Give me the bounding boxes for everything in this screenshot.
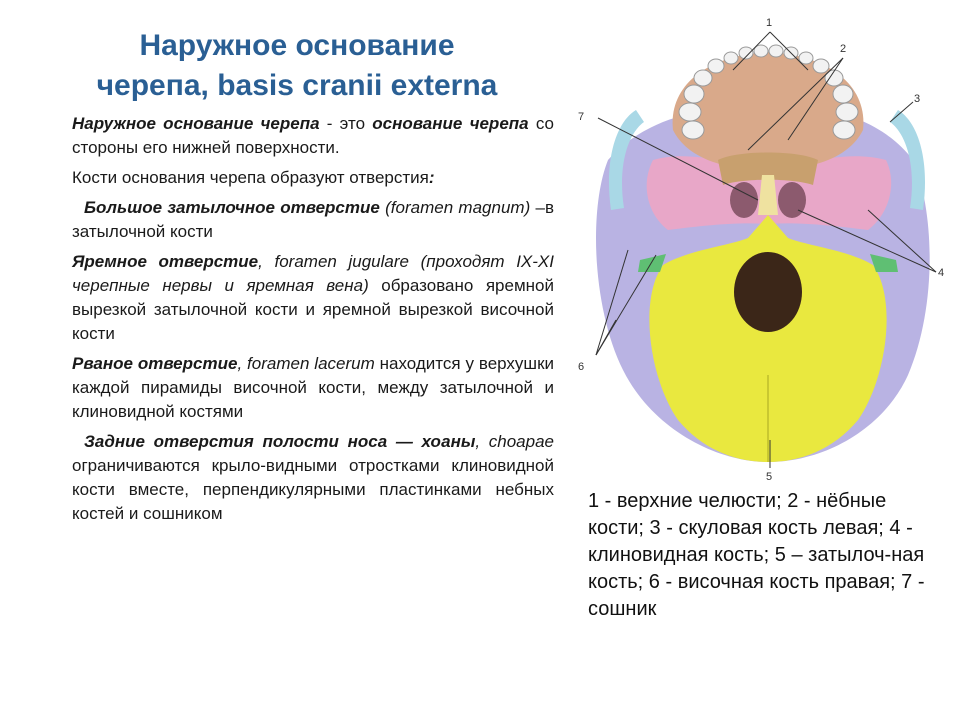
text-fragment: - это <box>319 114 373 133</box>
slide-title <box>62 26 532 106</box>
text-fragment: ограничиваются крыло-видными отростками клиновидной кости вместе, перпендикулярными пластинками небных костей и сошником <box>72 456 554 523</box>
label-6: 6 <box>578 361 585 373</box>
term-jugular-foramen: Яремное отверстие <box>72 252 259 271</box>
label-1: 1 <box>766 17 773 29</box>
term-skull-base: основание черепа <box>372 114 529 133</box>
paragraph-foramen-lacerum <box>72 352 554 424</box>
choana-right <box>778 182 806 218</box>
term-choanae: Задние отверстия полости носа — хоаны <box>84 432 476 451</box>
paragraph-jugular-foramen <box>72 250 554 346</box>
title-line-2: черепа, basis cranii externa <box>96 69 498 102</box>
term-foramen-lacerum: Рваное отверстие <box>72 354 238 373</box>
text-fragment: –в затылочной кости <box>72 198 554 241</box>
term-external-base: Наружное основание черепа <box>72 114 320 133</box>
skull-base-illustration <box>568 10 948 480</box>
latin-jugular-foramen: , foramen jugulare (проходят IX-XI черепные нервы и яремная вена) <box>72 252 554 295</box>
text-fragment: образовано яремной вырезкой затылочной кости и яремной вырезкой височной кости <box>72 276 554 343</box>
label-5: 5 <box>766 471 773 480</box>
latin-foramen-magnum: (foramen magnum) <box>379 198 531 217</box>
text-fragment: со стороны его нижней поверхности. <box>72 114 554 157</box>
body-text <box>72 112 554 532</box>
latin-foramen-lacerum: , foramen lacerum <box>237 354 375 373</box>
label-7: 7 <box>578 111 585 123</box>
latin-choanae: , choapae <box>475 432 554 451</box>
skull-diagram <box>568 10 948 480</box>
label-3: 3 <box>914 93 921 105</box>
text-colon: : <box>428 168 435 187</box>
paragraph-intro <box>72 166 554 190</box>
text-fragment: Кости основания черепа образуют отверстия <box>72 168 429 187</box>
label-2: 2 <box>840 43 847 55</box>
paragraph-choanae <box>72 430 554 526</box>
paragraph-definition <box>72 112 554 160</box>
title-line-1: Наружное основание <box>139 29 455 62</box>
term-foramen-magnum: Большое затылочное отверстие <box>84 198 380 217</box>
label-4: 4 <box>938 267 945 279</box>
text-fragment: находится у верхушки каждой пирамиды височной кости, между затылочной и клиновидной костями <box>72 354 555 421</box>
paragraph-foramen-magnum <box>72 196 554 244</box>
figure-caption: 1 - верхние челюсти; 2 - нёбные кости; 3 - скуловая кость левая; 4 - клиновидная кость; 5 – затылоч-ная кость; 6 - височная кость правая; 7 - сошник <box>588 490 925 620</box>
foramen-magnum <box>734 252 802 332</box>
